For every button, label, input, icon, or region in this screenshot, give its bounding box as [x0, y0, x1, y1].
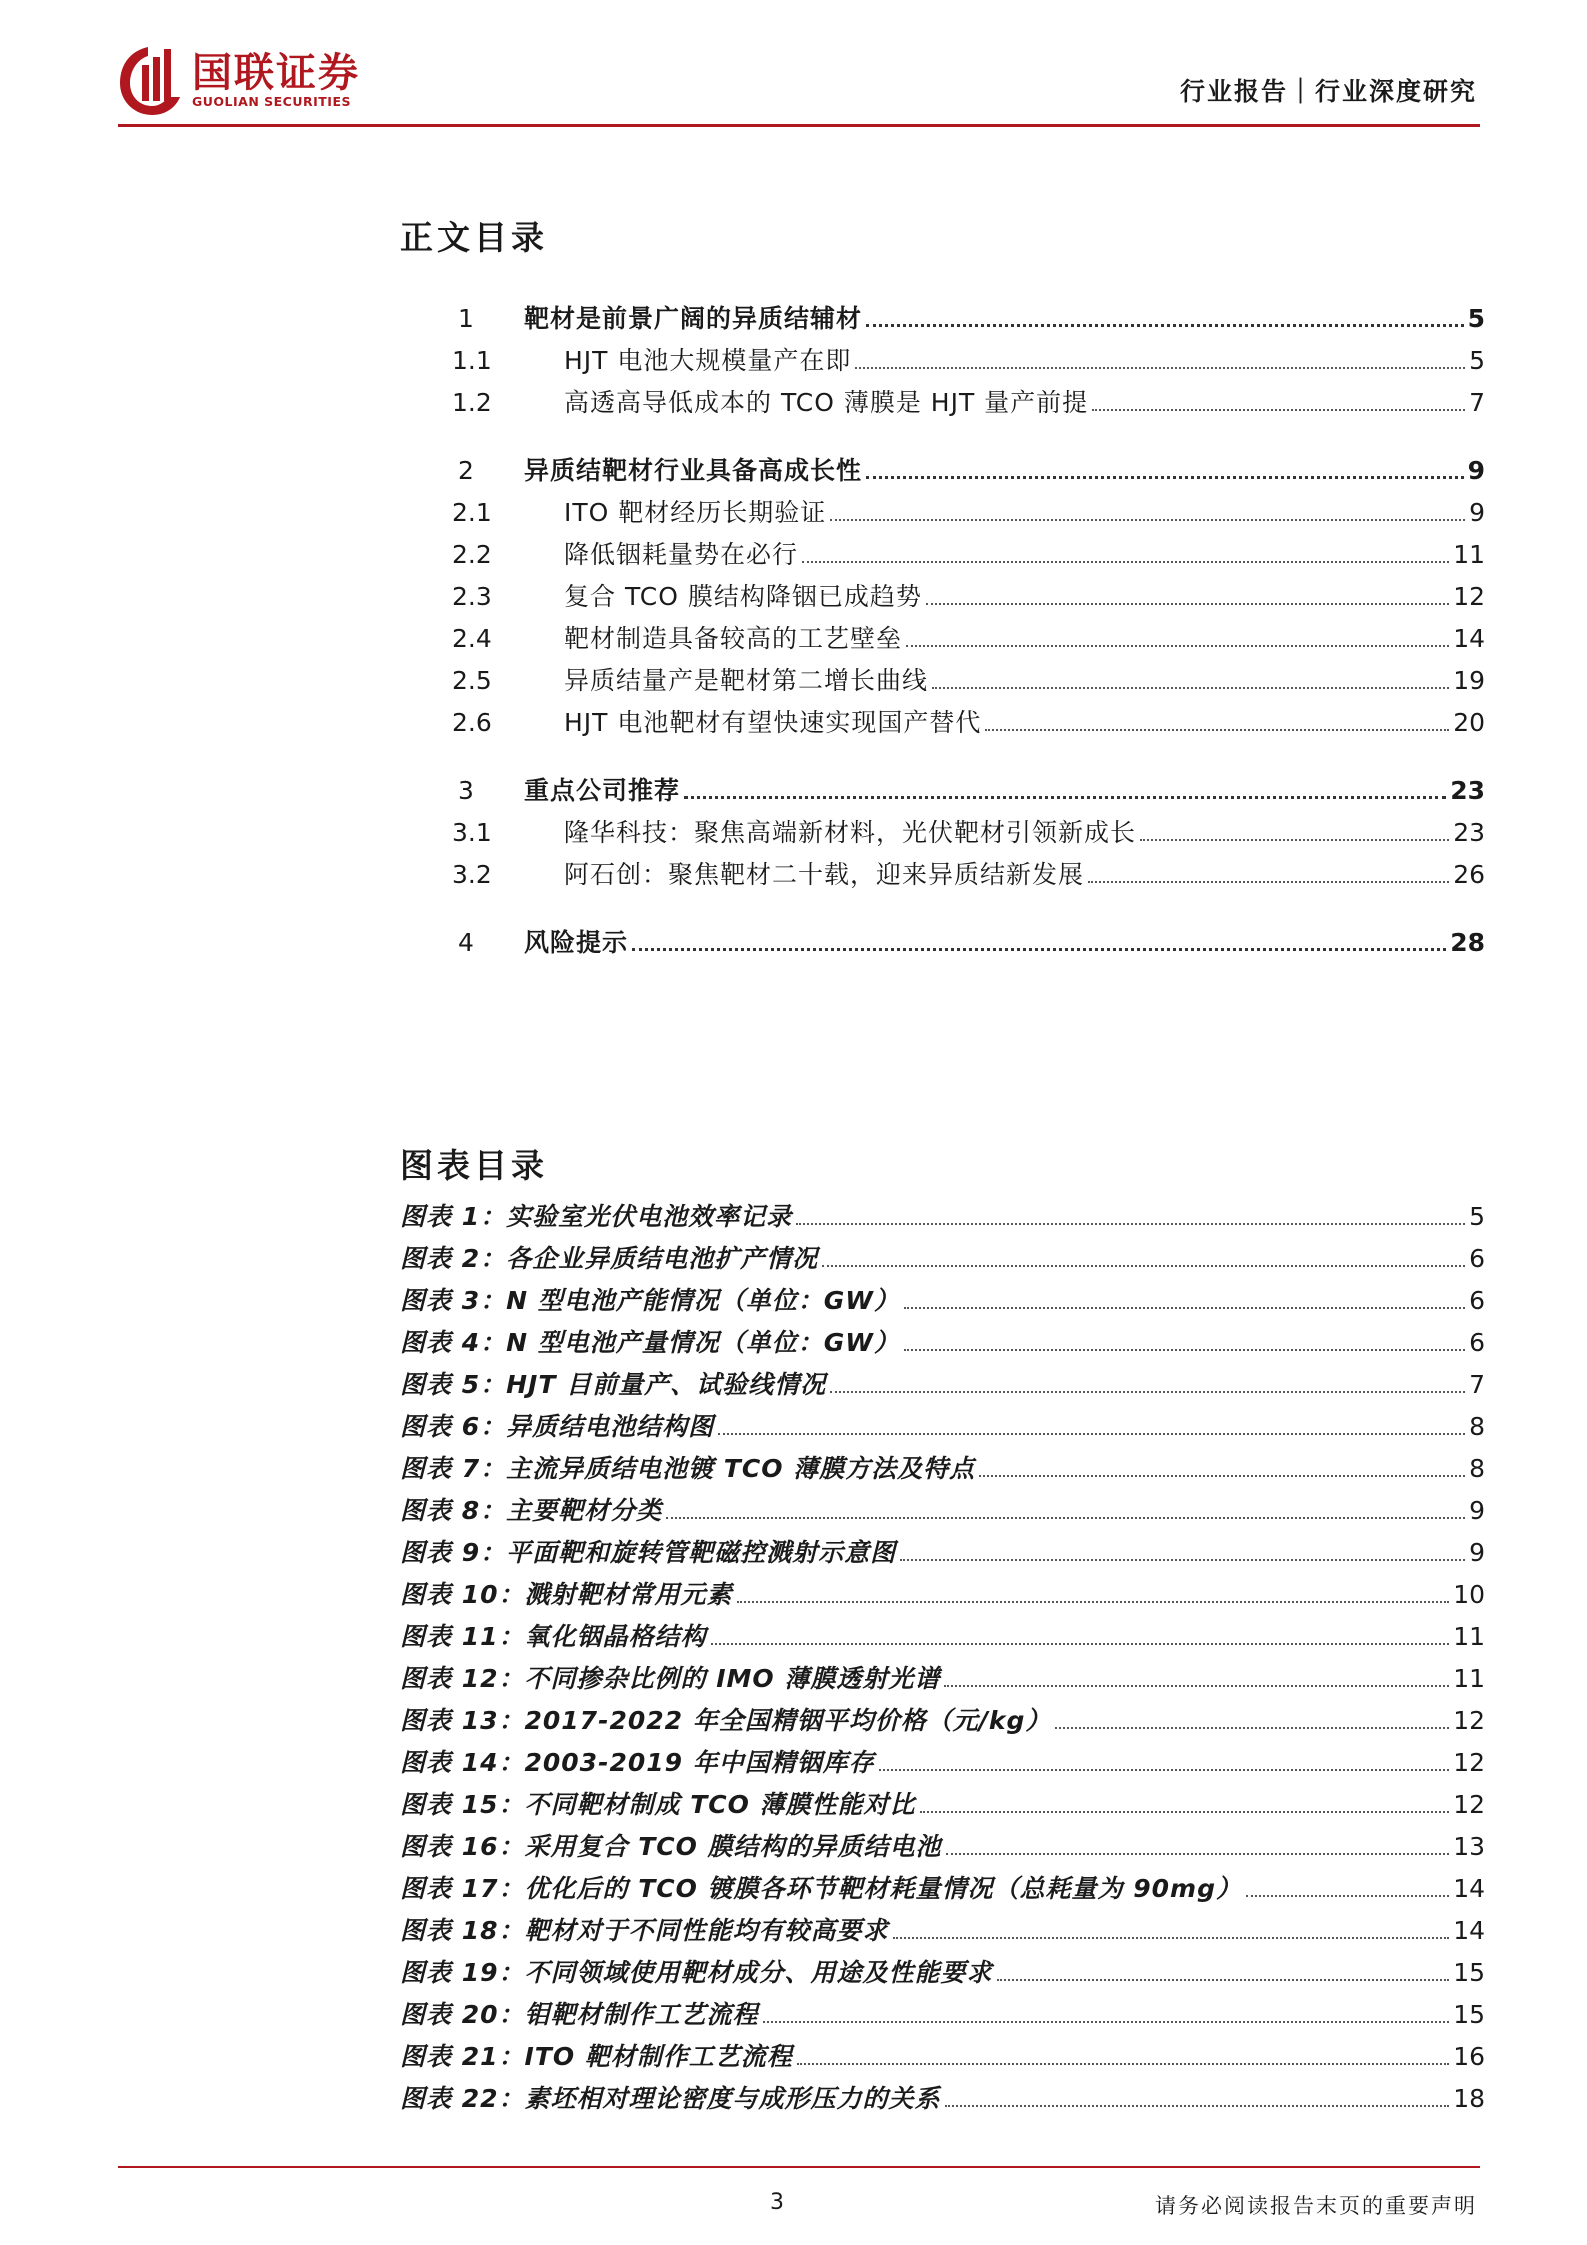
toc-entry-title: 靶材是前景广阔的异质结辅材 [524, 304, 863, 333]
dot-leader [1092, 409, 1465, 411]
figure-entry-title: 图表 10：溅射靶材常用元素 [400, 1580, 733, 1609]
figure-entry-page: 12 [1453, 1706, 1485, 1735]
toc-entry-number: 2.1 [452, 498, 492, 527]
figure-entry-page: 6 [1469, 1244, 1485, 1273]
dot-leader [1088, 881, 1449, 883]
figure-entry-page: 6 [1469, 1328, 1485, 1357]
toc-entry[interactable] [452, 704, 1485, 738]
dot-leader [866, 476, 1464, 479]
toc-entry[interactable] [452, 856, 1485, 890]
figure-entry-page: 14 [1453, 1916, 1485, 1945]
dot-leader [830, 1391, 1465, 1393]
toc-entry-number: 2.5 [452, 666, 492, 695]
toc-entry-title: 重点公司推荐 [524, 776, 681, 805]
toc-entry-title: 靶材制造具备较高的工艺壁垒 [564, 624, 903, 653]
dot-leader [945, 2105, 1450, 2107]
figure-entry[interactable] [400, 1324, 1485, 1358]
figure-entry-title: 图表 18：靶材对于不同性能均有较高要求 [400, 1916, 889, 1945]
toc-entry-page: 20 [1453, 708, 1485, 737]
toc-entry-title: 降低铟耗量势在必行 [564, 540, 799, 569]
figure-entry-page: 5 [1469, 1202, 1485, 1231]
figure-entry[interactable] [400, 1576, 1485, 1610]
toc-entry-page: 23 [1453, 818, 1485, 847]
figure-entry-title: 图表 8：主要靶材分类 [400, 1496, 663, 1525]
dot-leader [906, 645, 1449, 647]
dot-leader [904, 1349, 1465, 1351]
toc-entry[interactable] [452, 620, 1485, 654]
toc-entry[interactable] [452, 342, 1485, 376]
dot-leader [763, 2021, 1450, 2023]
dot-leader [985, 729, 1449, 731]
toc-entry-title: 阿石创：聚焦靶材二十载，迎来异质结新发展 [564, 860, 1085, 889]
toc-entry-title: HJT 电池大规模量产在即 [564, 346, 852, 375]
figure-entry[interactable] [400, 1534, 1485, 1568]
figure-entry-page: 16 [1453, 2042, 1485, 2071]
dot-leader [718, 1433, 1465, 1435]
figure-entry[interactable] [400, 1828, 1485, 1862]
figure-entry[interactable] [400, 1954, 1485, 1988]
header-divider [118, 124, 1480, 127]
dot-leader [1246, 1895, 1449, 1897]
toc-entry-title: 异质结靶材行业具备高成长性 [524, 456, 863, 485]
figure-entry-title: 图表 4：N 型电池产量情况（单位：GW） [400, 1328, 900, 1357]
figure-entry[interactable] [400, 1702, 1485, 1736]
toc-entry[interactable] [452, 452, 1485, 486]
figure-entry-page: 15 [1453, 1958, 1485, 1987]
toc-entry-page: 5 [1467, 304, 1485, 333]
toc-entry-number: 2.4 [452, 624, 492, 653]
figure-entry-page: 12 [1453, 1790, 1485, 1819]
toc-entry[interactable] [452, 578, 1485, 612]
dot-leader [737, 1601, 1450, 1603]
dot-leader [932, 687, 1449, 689]
figure-entry-page: 13 [1453, 1832, 1485, 1861]
figure-entry-title: 图表 19：不同领域使用靶材成分、用途及性能要求 [400, 1958, 993, 1987]
toc-entry-page: 14 [1453, 624, 1485, 653]
figure-entry[interactable] [400, 1618, 1485, 1652]
dot-leader [822, 1265, 1465, 1267]
dot-leader [904, 1307, 1465, 1309]
dot-leader [796, 1223, 1465, 1225]
dot-leader [666, 1517, 1465, 1519]
dot-leader [797, 2063, 1449, 2065]
toc-entry-number: 2 [458, 456, 474, 485]
toc-entry[interactable] [452, 300, 1485, 334]
figure-entry-title: 图表 12：不同掺杂比例的 IMO 薄膜透射光谱 [400, 1664, 941, 1693]
figure-entry[interactable] [400, 1240, 1485, 1274]
figure-entry-page: 11 [1453, 1622, 1485, 1651]
toc-entry-number: 4 [458, 928, 474, 957]
toc-entry-title: 风险提示 [524, 928, 629, 957]
toc-entry-page: 5 [1469, 346, 1485, 375]
toc-entry-title: 高透高导低成本的 TCO 薄膜是 HJT 量产前提 [564, 388, 1089, 417]
dot-leader [830, 519, 1465, 521]
footer-divider [118, 2166, 1480, 2168]
figure-entry-page: 9 [1469, 1496, 1485, 1525]
toc-entry-page: 7 [1469, 388, 1485, 417]
dot-leader [979, 1475, 1465, 1477]
figure-entry[interactable] [400, 1660, 1485, 1694]
figure-entry-title: 图表 1：实验室光伏电池效率记录 [400, 1202, 793, 1231]
figure-entry[interactable] [400, 1786, 1485, 1820]
figure-entry-page: 18 [1453, 2084, 1485, 2113]
toc-entry[interactable] [452, 772, 1485, 806]
dot-leader [1140, 839, 1449, 841]
toc-entry-title: 隆华科技：聚焦高端新材料，光伏靶材引领新成长 [564, 818, 1137, 847]
toc-entry-page: 9 [1469, 498, 1485, 527]
toc-entry-title: 复合 TCO 膜结构降铟已成趋势 [564, 582, 922, 611]
figure-entry[interactable] [400, 1282, 1485, 1316]
figure-entry-title: 图表 6：异质结电池结构图 [400, 1412, 715, 1441]
dot-leader [855, 367, 1465, 369]
toc-entry-page: 19 [1453, 666, 1485, 695]
figure-entry-page: 7 [1469, 1370, 1485, 1399]
figure-entry-title: 图表 17：优化后的 TCO 镀膜各环节靶材耗量情况（总耗量为 90mg） [400, 1874, 1242, 1903]
toc-entry-title: 异质结量产是靶材第二增长曲线 [564, 666, 929, 695]
figure-entry-page: 14 [1453, 1874, 1485, 1903]
report-type: 行业报告｜行业深度研究 [1179, 77, 1477, 106]
toc-entry-number: 1.2 [452, 388, 492, 417]
figure-entry[interactable] [400, 1492, 1485, 1526]
logo-english-name: GUOLIAN SECURITIES [192, 94, 351, 109]
figure-entry-page: 12 [1453, 1748, 1485, 1777]
dot-leader [900, 1559, 1465, 1561]
toc-entry-number: 2.6 [452, 708, 492, 737]
toc-entry-number: 2.3 [452, 582, 492, 611]
toc-entry-page: 9 [1467, 456, 1485, 485]
toc-entry-title: HJT 电池靶材有望快速实现国产替代 [564, 708, 982, 737]
figure-entry-title: 图表 15：不同靶材制成 TCO 薄膜性能对比 [400, 1790, 916, 1819]
figure-entry[interactable] [400, 1450, 1485, 1484]
figure-entry-title: 图表 22：素坯相对理论密度与成形压力的关系 [400, 2084, 941, 2113]
toc-entry-number: 2.2 [452, 540, 492, 569]
figure-entry-title: 图表 20：钼靶材制作工艺流程 [400, 2000, 759, 2029]
toc-entry[interactable] [452, 662, 1485, 696]
figure-entry-title: 图表 5：HJT 目前量产、试验线情况 [400, 1370, 827, 1399]
dot-leader [711, 1643, 1450, 1645]
figure-entry-page: 11 [1453, 1664, 1485, 1693]
figure-entry[interactable] [400, 1744, 1485, 1778]
dot-leader [920, 1811, 1450, 1813]
toc-title: 正文目录 [400, 218, 548, 257]
toc-entry-page: 26 [1453, 860, 1485, 889]
dot-leader [684, 796, 1446, 799]
logo-emblem-icon [118, 43, 182, 117]
footer-disclaimer: 请务必阅读报告末页的重要声明 [1155, 2194, 1477, 2218]
figure-entry-title: 图表 2：各企业异质结电池扩产情况 [400, 1244, 819, 1273]
figure-entry-title: 图表 9：平面靶和旋转管靶磁控溅射示意图 [400, 1538, 897, 1567]
toc-entry-number: 3 [458, 776, 474, 805]
figure-entry-title: 图表 16：采用复合 TCO 膜结构的异质结电池 [400, 1832, 942, 1861]
figure-entry-title: 图表 21：ITO 靶材制作工艺流程 [400, 2042, 793, 2071]
toc-entry-number: 3.2 [452, 860, 492, 889]
figure-entry[interactable] [400, 1408, 1485, 1442]
figure-entry[interactable] [400, 2080, 1485, 2114]
figure-entry[interactable] [400, 1366, 1485, 1400]
figure-entry-title: 图表 13：2017-2022 年全国精铟平均价格（元/kg） [400, 1706, 1052, 1735]
dot-leader [632, 948, 1446, 951]
page-header [0, 0, 1587, 130]
figure-entry-page: 9 [1469, 1538, 1485, 1567]
toc-entry[interactable] [452, 924, 1485, 958]
logo-chinese-name: 国联证券 [192, 50, 360, 96]
toc-entry[interactable] [452, 494, 1485, 528]
figure-entry-page: 8 [1469, 1454, 1485, 1483]
toc-entry-page: 28 [1450, 928, 1485, 957]
dot-leader [997, 1979, 1450, 1981]
toc-entry-number: 1 [458, 304, 474, 333]
dot-leader [802, 561, 1449, 563]
figures-title: 图表目录 [400, 1146, 548, 1185]
figure-entry[interactable] [400, 1870, 1485, 1904]
dot-leader [946, 1853, 1450, 1855]
figure-entry[interactable] [400, 1996, 1485, 2030]
figure-entry-title: 图表 11：氧化铟晶格结构 [400, 1622, 707, 1651]
dot-leader [879, 1769, 1449, 1771]
toc-entry-title: ITO 靶材经历长期验证 [564, 498, 827, 527]
toc-entry[interactable] [452, 536, 1485, 570]
toc-entry[interactable] [452, 814, 1485, 848]
figure-entry-title: 图表 3：N 型电池产能情况（单位：GW） [400, 1286, 900, 1315]
figure-entry-page: 10 [1453, 1580, 1485, 1609]
figure-entry[interactable] [400, 1912, 1485, 1946]
toc-entry-number: 3.1 [452, 818, 492, 847]
guolian-logo [118, 40, 360, 120]
dot-leader [926, 603, 1449, 605]
page-number: 3 [770, 2190, 784, 2215]
toc-entry-number: 1.1 [452, 346, 492, 375]
toc-entry-page: 11 [1453, 540, 1485, 569]
dot-leader [866, 324, 1464, 327]
figure-entry-page: 8 [1469, 1412, 1485, 1441]
figure-entry[interactable] [400, 2038, 1485, 2072]
figure-entry-page: 15 [1453, 2000, 1485, 2029]
figure-entry-title: 图表 14：2003-2019 年中国精铟库存 [400, 1748, 875, 1777]
dot-leader [944, 1685, 1449, 1687]
dot-leader [1055, 1727, 1449, 1729]
toc-entry[interactable] [452, 384, 1485, 418]
toc-entry-page: 23 [1450, 776, 1485, 805]
toc-entry-page: 12 [1453, 582, 1485, 611]
figure-entry[interactable] [400, 1198, 1485, 1232]
figure-entry-title: 图表 7：主流异质结电池镀 TCO 薄膜方法及特点 [400, 1454, 976, 1483]
figure-entry-page: 6 [1469, 1286, 1485, 1315]
dot-leader [893, 1937, 1450, 1939]
